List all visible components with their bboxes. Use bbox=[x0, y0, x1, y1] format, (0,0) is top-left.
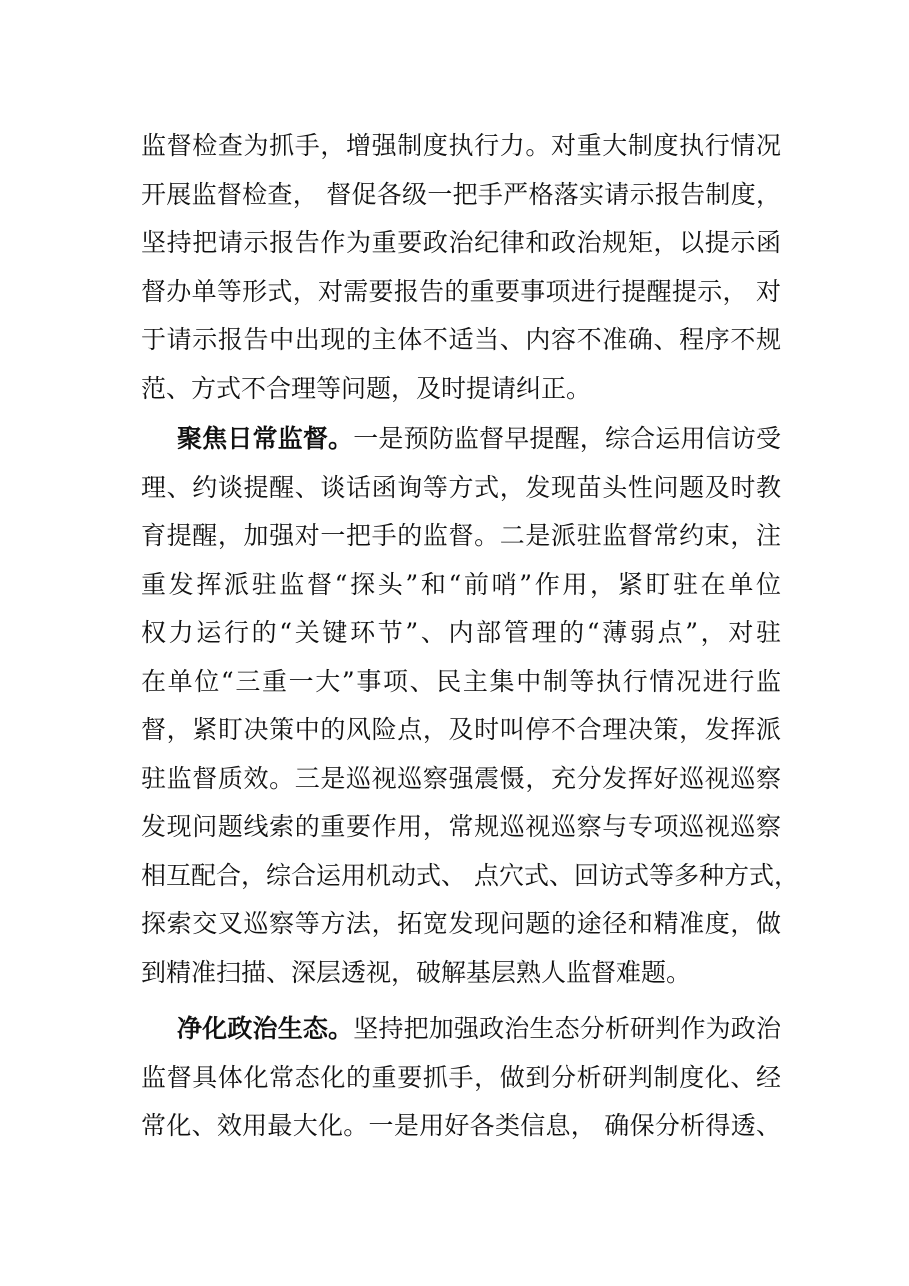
text-line-first bbox=[141, 1005, 781, 1054]
text-line-body: 一是预防监督早提醒，综合运用信访受 bbox=[353, 424, 781, 453]
text-line: 督，紧盯决策中的风险点，及时叫停不合理决策，发挥派 bbox=[141, 715, 781, 744]
text-line: 在单位“三重一大”事项、民主集中制等执行情况进行监 bbox=[141, 666, 781, 696]
text-line: 坚持把请示报告作为重要政治纪律和政治规矩，以提示函 bbox=[141, 228, 781, 257]
text-line: 范、方式不合理等问题，及时提请纠正。 bbox=[141, 373, 592, 403]
paragraph-daily-supervision bbox=[141, 415, 799, 997]
paragraph-political-ecology bbox=[141, 1005, 781, 1151]
text-line: 驻监督质效。三是巡视巡察强震慑，充分发挥好巡视巡察 bbox=[141, 763, 781, 793]
text-line: 开展监督检查， 督促各级一把手严格落实请示报告制度， bbox=[141, 179, 781, 209]
text-line: 权力运行的“关键环节”、内部管理的“薄弱点”，对驻 bbox=[141, 618, 781, 647]
text-line-first bbox=[141, 415, 781, 464]
text-line: 理、约谈提醒、谈话函询等方式，发现苗头性问题及时教 bbox=[141, 472, 781, 502]
paragraph-heading: 净化政治生态。 bbox=[177, 1014, 354, 1043]
text-line: 监督具体化常态化的重要抓手，做到分析研判制度化、经 bbox=[141, 1062, 781, 1092]
paragraph-heading: 聚焦日常监督。 bbox=[177, 424, 354, 453]
text-line: 到精准扫描、深层透视，破解基层熟人监督难题。 bbox=[141, 957, 692, 987]
text-line: 探索交叉巡察等方法，拓宽发现问题的途径和精准度，做 bbox=[141, 909, 781, 938]
text-line: 相互配合，综合运用机动式、 点穴式、回访式等多种方式， bbox=[141, 860, 799, 890]
text-line: 于请示报告中出现的主体不适当、内容不准确、程序不规 bbox=[141, 325, 781, 354]
text-line: 发现问题线索的重要作用，常规巡视巡察与专项巡视巡察 bbox=[141, 812, 781, 841]
paragraph-system-enforcement bbox=[141, 122, 781, 413]
text-line: 重发挥派驻监督“探头”和“前哨”作用，紧盯驻在单位 bbox=[141, 569, 781, 599]
text-line: 督办单等形式，对需要报告的重要事项进行提醒提示， 对 bbox=[141, 276, 781, 306]
text-line: 育提醒，加强对一把手的监督。二是派驻监督常约束，注 bbox=[141, 521, 781, 550]
text-line-body: 坚持把加强政治生态分析研判作为政治 bbox=[353, 1014, 781, 1043]
text-line: 监督检查为抓手，增强制度执行力。对重大制度执行情况 bbox=[141, 131, 781, 160]
text-line: 常化、效用最大化。一是用好各类信息， 确保分析得透、 bbox=[141, 1111, 781, 1140]
